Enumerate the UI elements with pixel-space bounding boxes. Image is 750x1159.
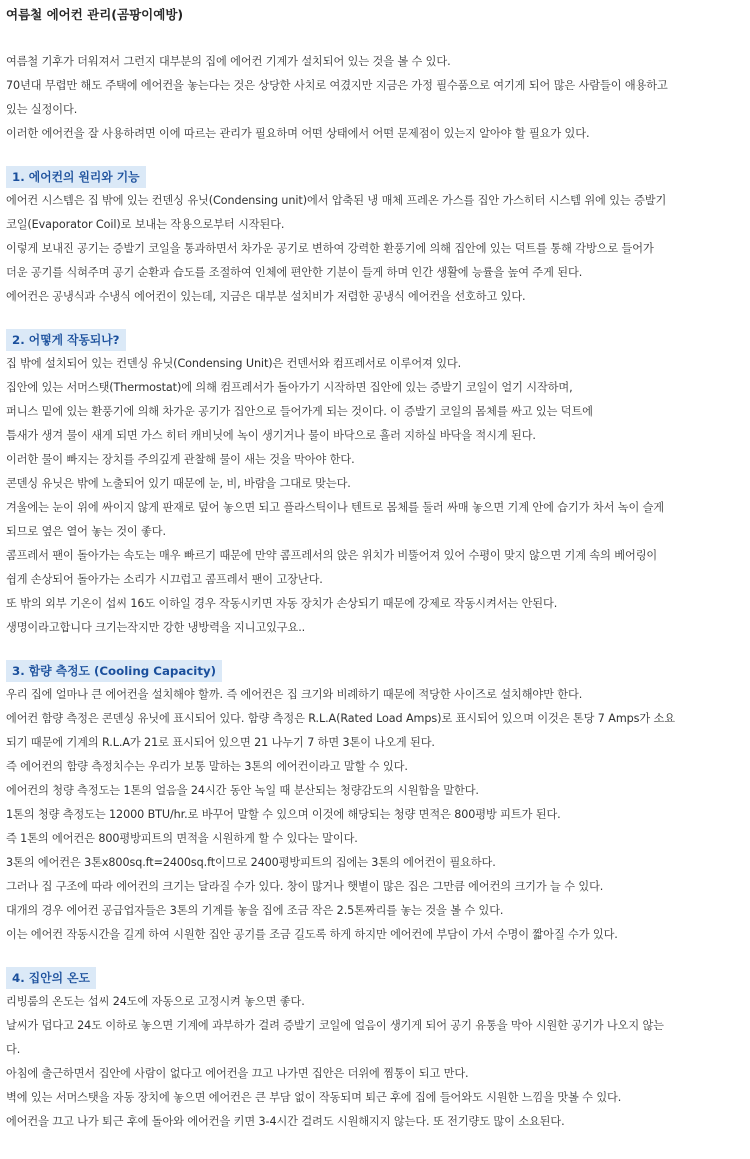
intro-line: 여름철 기후가 더워져서 그런지 대부분의 집에 에어컨 기계가 설치되어 있는 것을 볼 수 있다. xyxy=(6,55,451,68)
body-line: 우리 집에 얼마나 큰 에어컨을 설치해야 할까. 즉 에어컨은 집 크기와 비례하기 때문에 적당한 사이즈로 설치해야만 한다. xyxy=(6,688,583,701)
body-line: 쉽게 손상되어 돌아가는 소리가 시끄럽고 콤프레서 팬이 고장난다. xyxy=(6,573,323,586)
body-line: 에어컨의 청량 측정도는 1톤의 얼음을 24시간 동안 녹일 때 분산되는 청량감도의 시원함을 말한다. xyxy=(6,784,479,797)
body-line: 아침에 출근하면서 집안에 사람이 없다고 에어컨을 끄고 나가면 집안은 더위에 찜통이 되고 만다. xyxy=(6,1067,469,1080)
intro-line: 70년대 무렵만 해도 주택에 에어컨을 놓는다는 것은 상당한 사치로 여겼지만 지금은 가정 필수품으로 여기게 되어 많은 사람들이 애용하고 xyxy=(6,79,668,92)
body-line: 그러나 집 구조에 따라 에어컨의 크기는 달라질 수가 있다. 창이 많거나 햇볕이 많은 집은 그만큼 에어컨의 크기가 늘 수 있다. xyxy=(6,880,604,893)
intro-line: 이러한 에어컨을 잘 사용하려면 이에 따르는 관리가 필요하며 어떤 상태에서 어떤 문제점이 있는지 알아야 할 필요가 있다. xyxy=(6,127,590,140)
body-line: 날씨가 덥다고 24도 이하로 놓으면 기계에 과부하가 걸려 증발기 코일에 얼음이 생기게 되어 공기 유통을 막아 시원한 공기가 나오지 않는 xyxy=(6,1019,664,1032)
body-line: 에어컨을 끄고 나가 퇴근 후에 돌아와 에어컨을 키면 3-4시간 걸려도 시원해지지 않는다. 또 전기량도 많이 소요된다. xyxy=(6,1115,565,1128)
body-line: 벽에 있는 서머스탯을 자동 장치에 놓으면 에어컨은 큰 부담 없이 작동되며 퇴근 후에 집에 들어와도 시원한 느낌을 맛볼 수 있다. xyxy=(6,1091,622,1104)
body-line: 다. xyxy=(6,1043,21,1056)
body-line: 겨울에는 눈이 위에 싸이지 않게 판재로 덮어 놓으면 되고 플라스틱이나 텐트로 몸체를 둘러 싸매 놓으면 기계 안에 습기가 차서 녹이 슬게 xyxy=(6,501,665,514)
body-line: 퍼니스 밑에 있는 환풍기에 의해 차가운 공기가 집안으로 들어가게 되는 것이다. 이 증발기 코일의 몸체를 싸고 있는 덕트에 xyxy=(6,405,593,418)
body-line: 생명이라고합니다 크기는작지만 강한 냉방력을 지니고있구요.. xyxy=(6,621,306,634)
section-heading: 2. 어떻게 작동되나? xyxy=(6,329,126,351)
page-title: 여름철 에어컨 관리(곰팡이예방) xyxy=(6,7,184,22)
body-line: 더운 공기를 식혀주며 공기 순환과 습도를 조절하여 인체에 편안한 기분이 들게 하며 인간 생활에 능률을 높여 주게 된다. xyxy=(6,266,583,279)
body-line: 이는 에어컨 작동시간을 길게 하여 시원한 집안 공기를 조금 길도록 하게 하지만 에어컨에 부담이 가서 수명이 짧아질 수가 있다. xyxy=(6,928,618,941)
section-principle xyxy=(6,166,744,309)
intro-paragraph xyxy=(6,50,744,146)
body-line: 되기 때문에 기계의 R.L.A가 21로 표시되어 있으면 21 나누기 7 하면 3톤이 나오게 된다. xyxy=(6,736,435,749)
body-line: 1톤의 청량 측정도는 12000 BTU/hr.로 바꾸어 말할 수 있으며 이것에 해당되는 청량 면적은 800평방 피트가 된다. xyxy=(6,808,561,821)
body-line: 이렇게 보내진 공기는 증발기 코일을 통과하면서 차가운 공기로 변하여 강력한 환풍기에 의해 집안에 있는 덕트를 통해 각방으로 들어가 xyxy=(6,242,654,255)
section-cooling-capacity xyxy=(6,660,744,947)
section-heading: 4. 집안의 온도 xyxy=(6,967,96,989)
body-line: 집안에 있는 서머스탯(Thermostat)에 의해 컴프레서가 돌아가기 시작하면 집안에 있는 증발기 코일이 얼기 시작하며, xyxy=(6,381,573,394)
body-line: 틈새가 생겨 물이 새게 되면 가스 히터 캐비닛에 녹이 생기거나 물이 바닥으로 흘러 지하실 바닥을 적시게 된다. xyxy=(6,429,536,442)
body-line: 콤프레서 팬이 돌아가는 속도는 매우 빠르기 때문에 만약 콤프레서의 앉은 위치가 비뚤어져 있어 수평이 맞지 않으면 기계 속의 베어링이 xyxy=(6,549,658,562)
intro-line: 있는 실정이다. xyxy=(6,103,78,116)
body-line: 이러한 물이 빠지는 장치를 주의깊게 관찰해 물이 새는 것을 막아야 한다. xyxy=(6,453,355,466)
body-line: 3톤의 에어컨은 3톤x800sq.ft=2400sq.ft이므로 2400평방피트의 집에는 3톤의 에어컨이 필요하다. xyxy=(6,856,496,869)
body-line: 되므로 옆은 열어 놓는 것이 좋다. xyxy=(6,525,166,538)
body-line: 콘덴싱 유닛은 밖에 노출되어 있기 때문에 눈, 비, 바람을 그대로 맞는다. xyxy=(6,477,351,490)
section-room-temperature xyxy=(6,967,744,1134)
section-heading: 3. 함량 측정도 (Cooling Capacity) xyxy=(6,660,222,682)
section-operation xyxy=(6,329,744,640)
body-line: 즉 에어컨의 함량 측정치수는 우리가 보통 말하는 3톤의 에어컨이라고 말할 수 있다. xyxy=(6,760,408,773)
body-line: 집 밖에 설치되어 있는 컨덴싱 유닛(Condensing Unit)은 컨덴서와 컴프레서로 이루어져 있다. xyxy=(6,357,462,370)
body-line: 에어컨 시스템은 집 밖에 있는 컨덴싱 유닛(Condensing unit)에서 압축된 냉 매체 프레온 가스를 집안 가스히터 시스템 위에 있는 증발기 xyxy=(6,194,667,207)
body-line: 즉 1톤의 에어컨은 800평방피트의 면적을 시원하게 할 수 있다는 말이다. xyxy=(6,832,358,845)
body-line: 코일(Evaporator Coil)로 보내는 작용으로부터 시작된다. xyxy=(6,218,285,231)
body-line: 또 밖의 외부 기온이 섭씨 16도 이하일 경우 작동시키면 자동 장치가 손상되기 때문에 강제로 작동시켜서는 안된다. xyxy=(6,597,558,610)
section-heading: 1. 에어컨의 원리와 기능 xyxy=(6,166,146,188)
body-line: 대개의 경우 에어컨 공급업자들은 3톤의 기계를 놓을 집에 조금 작은 2.5톤짜리를 놓는 것을 볼 수 있다. xyxy=(6,904,504,917)
body-line: 리빙룸의 온도는 섭씨 24도에 자동으로 고정시켜 놓으면 좋다. xyxy=(6,995,305,1008)
body-line: 에어컨은 공냉식과 수냉식 에어컨이 있는데, 지금은 대부분 설치비가 저렴한 공냉식 에어컨을 선호하고 있다. xyxy=(6,290,526,303)
body-line: 에어컨 함량 측정은 콘덴싱 유닛에 표시되어 있다. 함량 측정은 R.L.A(Rated Load Amps)로 표시되어 있으며 이것은 톤당 7 Amps가 소요 xyxy=(6,712,675,725)
